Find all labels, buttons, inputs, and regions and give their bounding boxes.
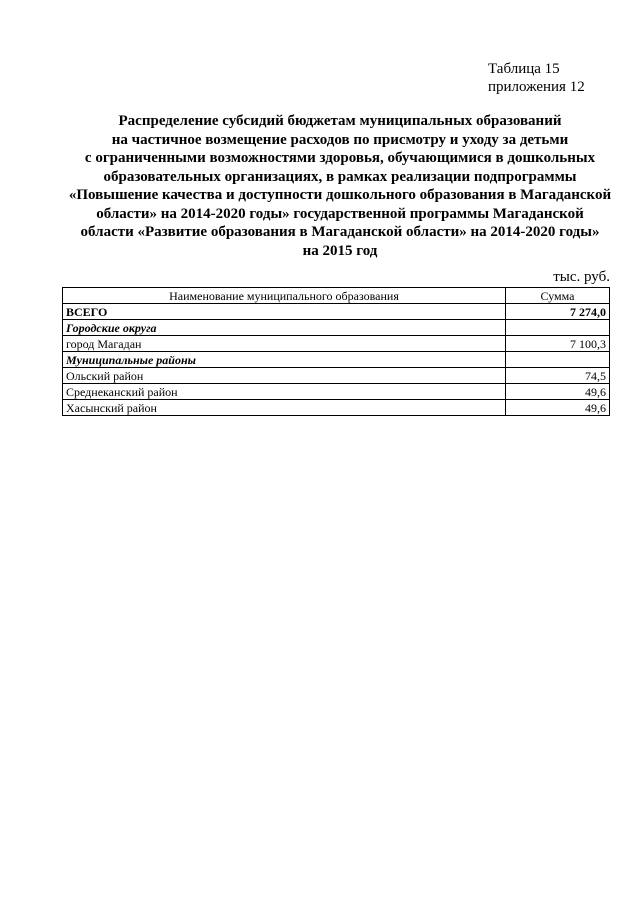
- table-row-section: [63, 352, 610, 368]
- title-line: на частичное возмещение расходов по присмотру и уходу за детьми: [111, 131, 569, 148]
- document-title: [40, 112, 640, 260]
- row-value: 7 274,0: [506, 304, 610, 320]
- table-row: [63, 336, 610, 352]
- row-name: Хасынский район: [63, 400, 506, 416]
- row-value: 74,5: [506, 368, 610, 384]
- title-line: образовательных организациях, в рамках реализации подпрограммы: [103, 168, 577, 185]
- table-row-total: [63, 304, 610, 320]
- table-row: [63, 384, 610, 400]
- table-row: [63, 368, 610, 384]
- units-label: тыс. руб.: [553, 269, 610, 285]
- column-header-sum: Сумма: [506, 288, 610, 304]
- subsidy-table: [62, 287, 610, 416]
- table-header-row: [63, 288, 610, 304]
- row-name: Среднеканский район: [63, 384, 506, 400]
- title-line: с ограниченными возможностями здоровья, обучающимися в дошкольных: [84, 150, 596, 166]
- row-name: город Магадан: [63, 336, 506, 352]
- row-value: [506, 352, 610, 368]
- column-header-name: Наименование муниципального образования: [63, 288, 506, 304]
- table-row-section: [63, 320, 610, 336]
- table-row: [63, 400, 610, 416]
- title-line: на 2015 год: [302, 242, 378, 259]
- title-line: Распределение субсидий бюджетам муниципальных образований: [118, 113, 562, 129]
- row-value: 7 100,3: [506, 336, 610, 352]
- title-line: области «Развитие образования в Магаданской области» на 2014-2020 годы»: [80, 224, 600, 240]
- row-name: Ольский район: [63, 368, 506, 384]
- row-value: 49,6: [506, 384, 610, 400]
- annex-reference: [488, 60, 585, 96]
- row-name: ВСЕГО: [63, 304, 506, 320]
- row-name: Городские округа: [63, 320, 506, 336]
- row-value: 49,6: [506, 400, 610, 416]
- annex-appendix-number: приложения 12: [488, 79, 585, 95]
- title-line: области» на 2014-2020 годы» государственной программы Магаданской: [96, 205, 584, 222]
- row-value: [506, 320, 610, 336]
- annex-table-number: Таблица 15: [488, 61, 560, 77]
- row-name: Муниципальные районы: [63, 352, 506, 368]
- title-line: «Повышение качества и доступности дошкольного образования в Магаданской: [68, 187, 612, 203]
